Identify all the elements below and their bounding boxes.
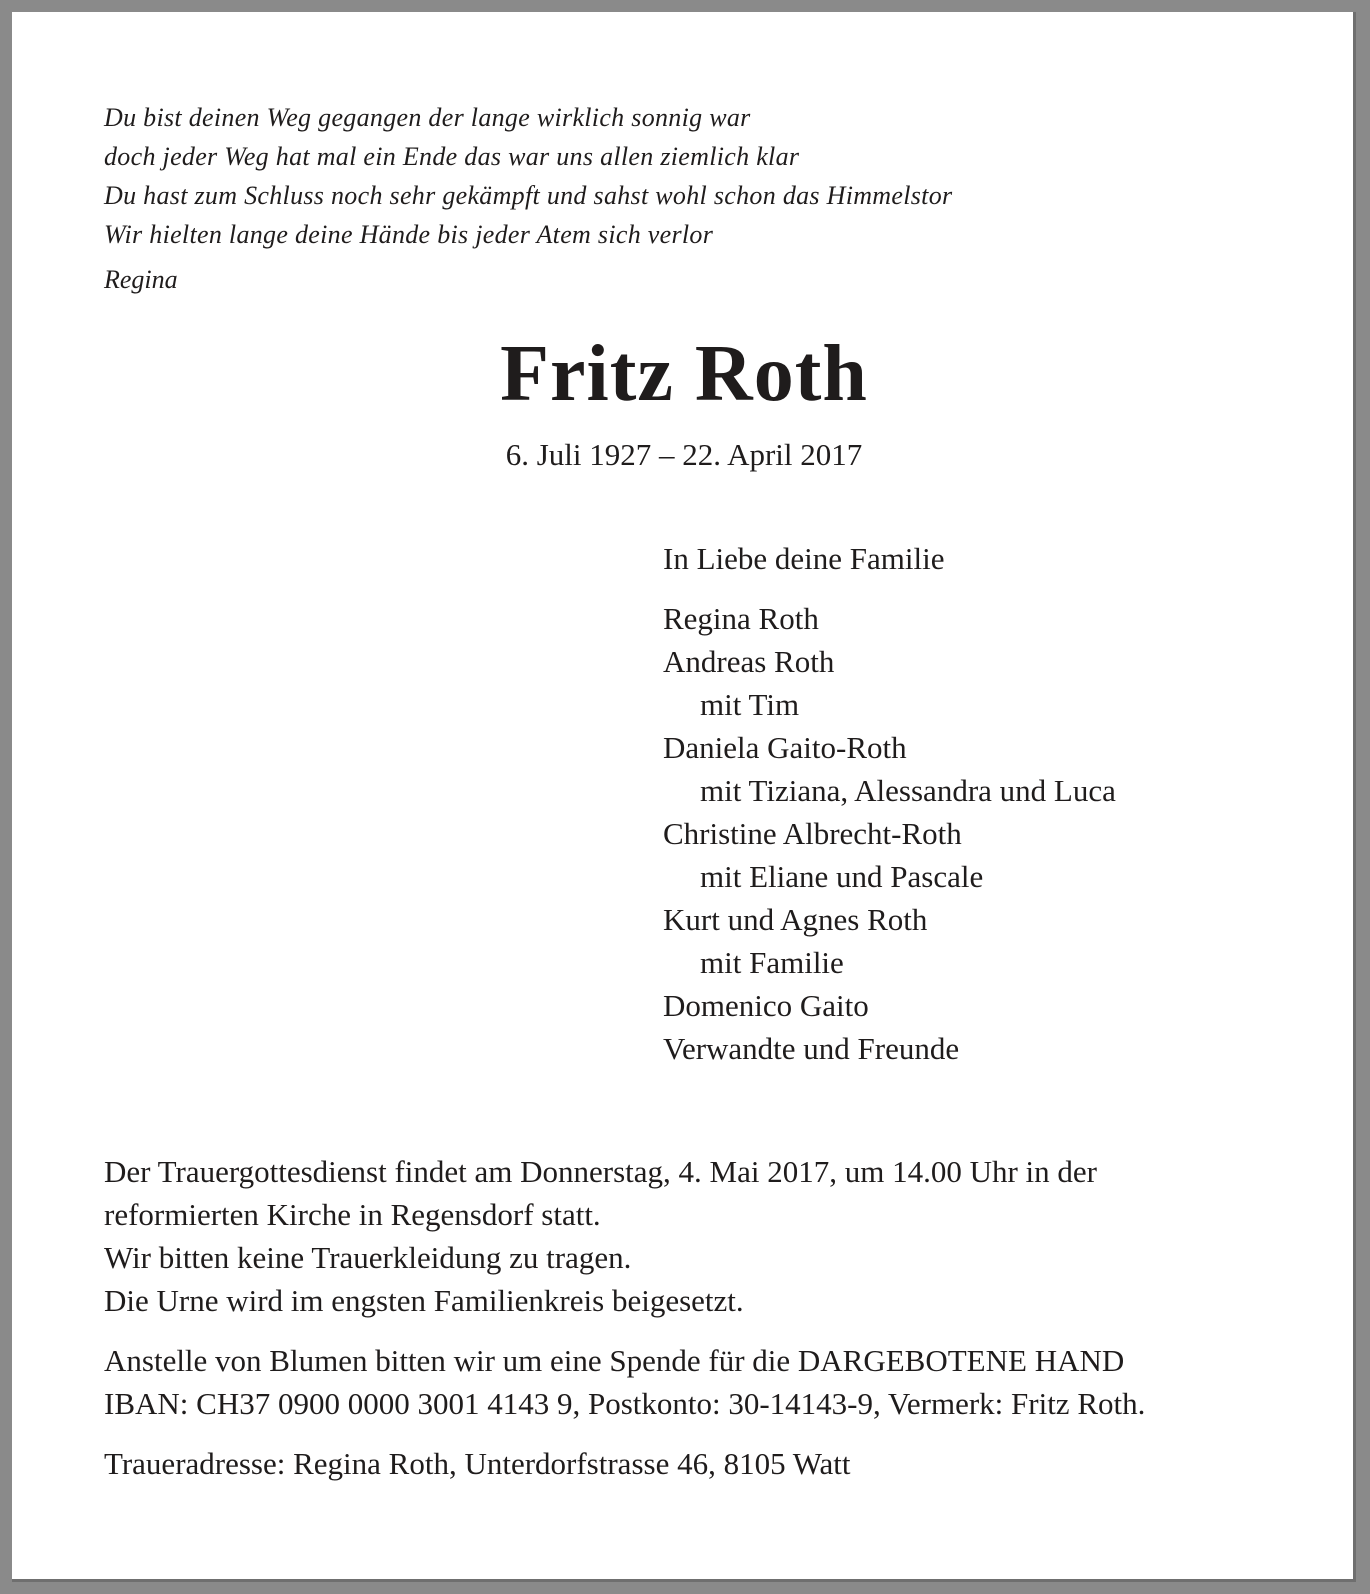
family-member-sub: mit Eliane und Pascale: [700, 859, 984, 894]
donation-bank-details: IBAN: CH37 0900 0000 3001 4143 9, Postkonto: 30-14143-9, Vermerk: Fritz Roth.: [104, 1386, 1146, 1421]
life-dates: 6. Juli 1927 – 22. April 2017: [505, 437, 863, 472]
poem-line: doch jeder Weg hat mal ein Ende das war uns allen ziemlich klar: [104, 142, 800, 171]
obituary-page: [12, 12, 1356, 1582]
service-line: reformierten Kirche in Regensdorf statt.: [104, 1197, 601, 1232]
family-member-sub: mit Tim: [700, 687, 800, 722]
family-member: Daniela Gaito-Roth: [663, 730, 907, 765]
family-member: Regina Roth: [663, 601, 819, 636]
family-member: Christine Albrecht-Roth: [663, 816, 962, 851]
family-intro: In Liebe deine Familie: [663, 541, 945, 576]
deceased-name: Fritz Roth: [500, 330, 868, 418]
family-member: Verwandte und Freunde: [663, 1031, 960, 1066]
family-member-sub: mit Familie: [700, 945, 844, 980]
donation-line: Anstelle von Blumen bitten wir um eine Spende für die DARGEBOTENE HAND: [104, 1343, 1125, 1378]
family-member-sub: mit Tiziana, Alessandra und Luca: [700, 773, 1116, 808]
poem-line: Wir hielten lange deine Hände bis jeder Atem sich verlor: [104, 220, 714, 249]
dress-request: Wir bitten keine Trauerkleidung zu tragen.: [104, 1240, 632, 1275]
mourning-address: Traueradresse: Regina Roth, Unterdorfstrasse 46, 8105 Watt: [104, 1446, 851, 1481]
poem: [104, 98, 952, 254]
poem-signature: Regina: [104, 265, 178, 294]
funeral-notice: [104, 1150, 1304, 1485]
family-list: [663, 542, 1116, 1070]
family-member: Andreas Roth: [663, 644, 835, 679]
family-member: Kurt und Agnes Roth: [663, 902, 928, 937]
poem-line: Du hast zum Schluss noch sehr gekämpft und sahst wohl schon das Himmelstor: [104, 181, 953, 210]
service-line: Der Trauergottesdienst findet am Donnerstag, 4. Mai 2017, um 14.00 Uhr in der: [104, 1154, 1097, 1189]
poem-line: Du bist deinen Weg gegangen der lange wirklich sonnig war: [104, 103, 751, 132]
urn-note: Die Urne wird im engsten Familienkreis beigesetzt.: [104, 1283, 744, 1318]
family-member: Domenico Gaito: [663, 988, 869, 1023]
